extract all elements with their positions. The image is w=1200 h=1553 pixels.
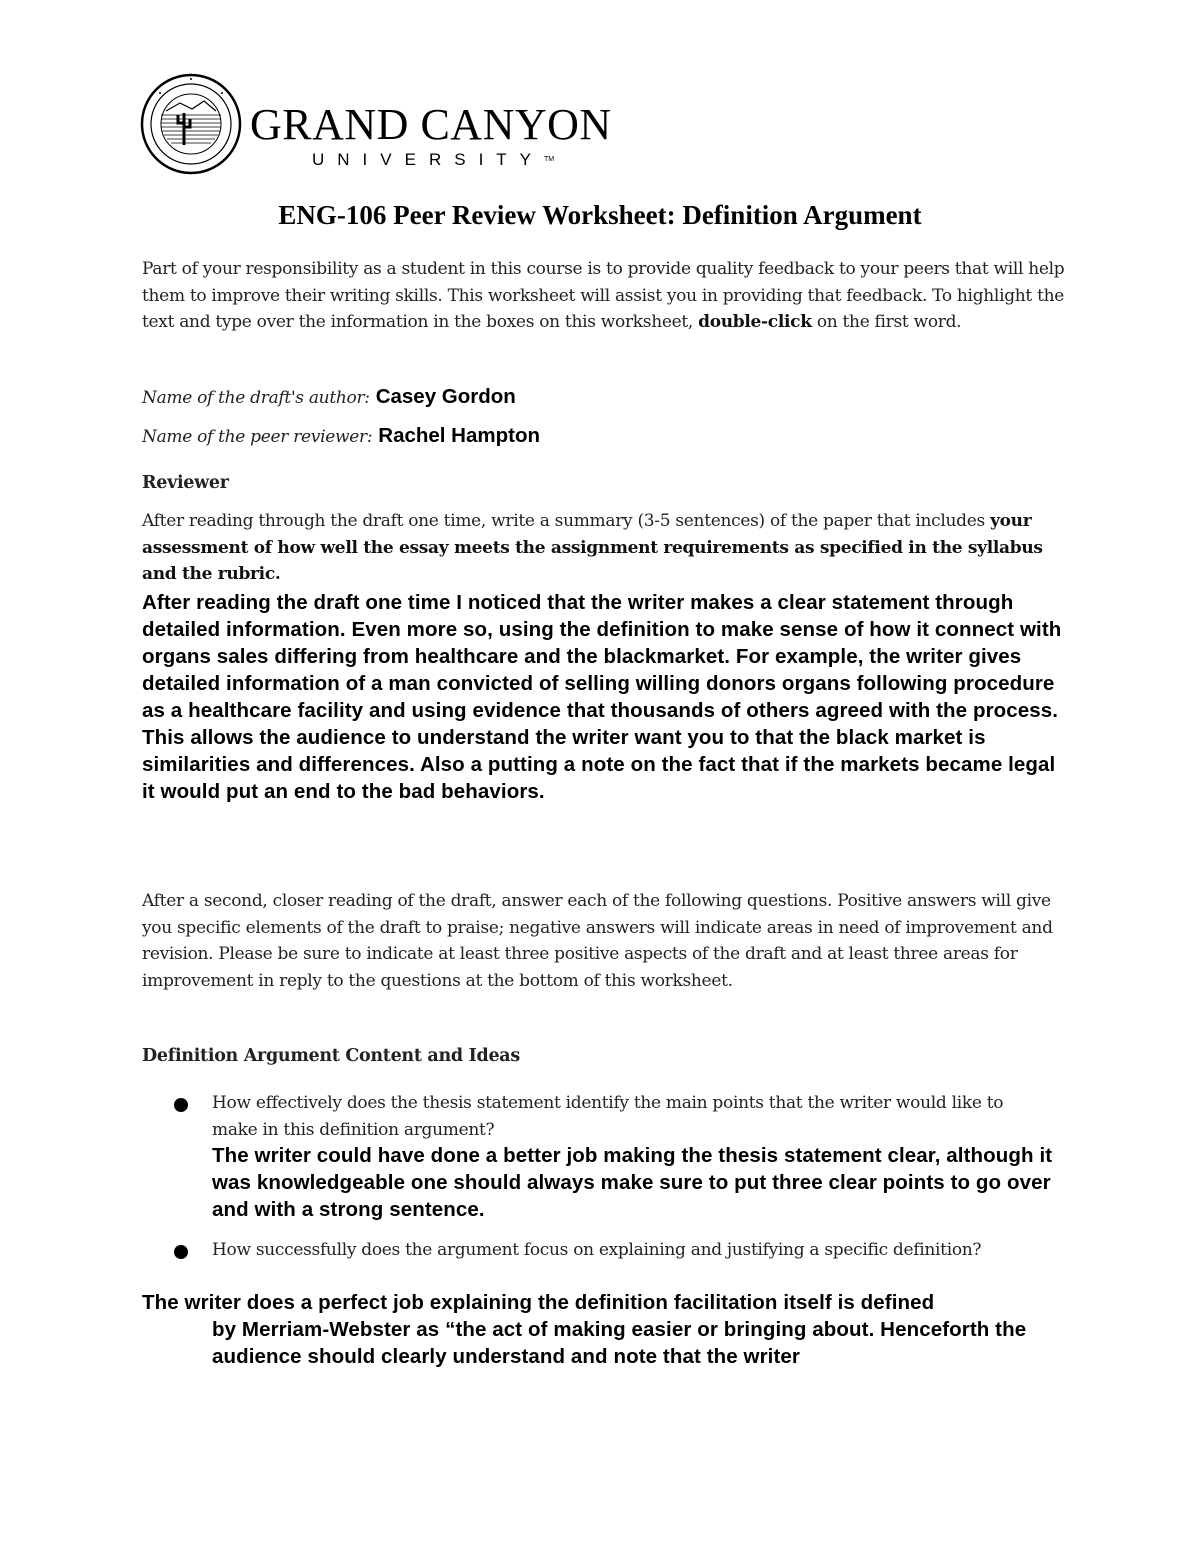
reviewer-prompt-bold: your assessment of how well the essay meets the assignment requirements as specified in the syllabus and the rubric. — [142, 511, 1043, 584]
reviewer-prompt — [142, 508, 1072, 588]
intro-paragraph — [142, 256, 1072, 336]
logo-tm: TM — [544, 156, 555, 163]
answer-2-line1[interactable]: The writer does a perfect job explaining the definition facilitation itself is defined — [142, 1291, 935, 1314]
logo-sub: UNIVERSITY — [312, 150, 545, 169]
question-1: How effectively does the thesis statement identify the main points that the writer would like to make in this definition argument? — [212, 1093, 1004, 1140]
bullet-icon — [174, 1245, 188, 1259]
answer-2-rest[interactable]: by Merriam-Webster as “the act of making easier or bringing about. Henceforth the audience should clearly understand and note that the writer — [212, 1318, 1027, 1368]
intro-end: on the first word. — [811, 312, 962, 332]
page-title: ENG-106 Peer Review Worksheet: Definition Argument — [278, 200, 922, 230]
author-label: Name of the draft's author: — [142, 388, 370, 408]
reviewer-value[interactable]: Rachel Hampton — [378, 424, 541, 447]
intro-bold: double-click — [698, 312, 812, 332]
second-reading-paragraph: After a second, closer reading of the draft, answer each of the following questions. Positive answers will give you specific elements of the draft to praise; negative answers will indicate areas in need of improvement and revision. Please be sure to indicate at least three positive aspects of the draft and at least three areas for improvement in reply to the questions at the bottom of this worksheet. — [142, 891, 1053, 991]
summary-answer[interactable]: After reading the draft one time I noticed that the writer makes a clear statement through detailed information. Even more so, using the definition to make sense of how it connect with organs sales differing from healthcare and the blackmarket. For example, the writer gives detailed information of a man convicted of selling willing donors organs following procedure as a healthcare facility and using evidence that thousands of others agreed with the process. This allows the audience to understand the writer want you to that the black market is similarities and differences. Also a putting a note on the fact that if the markets became legal it would put an end to the bad behaviors. — [142, 591, 1062, 803]
logo-name: GRAND CANYON — [250, 100, 612, 149]
answer-1[interactable]: The writer could have done a better job making the thesis statement clear, although it was knowledgeable one should always make sure to put three clear points to go over and with a strong sentence. — [212, 1144, 1053, 1221]
author-value[interactable]: Casey Gordon — [375, 385, 516, 408]
reviewer-prompt-text: After reading through the draft one time, write a summary (3-5 sentences) of the paper that includes — [142, 511, 991, 531]
reviewer-heading: Reviewer — [142, 473, 229, 493]
content-heading: Definition Argument Content and Ideas — [142, 1046, 520, 1066]
reviewer-field — [142, 421, 1072, 453]
reviewer-label: Name of the peer reviewer: — [142, 427, 373, 447]
university-seal-logo — [140, 73, 242, 175]
intro-text: Part of your responsibility as a student in this course is to provide quality feedback to your peers that will help them to improve their writing skills. This worksheet will assist you in providing that feedback. To highlight the text and type over the information in the boxes on this worksheet, — [142, 259, 1065, 332]
university-wordmark — [250, 100, 612, 170]
question-2: How successfully does the argument focus on explaining and justifying a specific definition? — [212, 1240, 982, 1260]
author-field — [142, 382, 1072, 414]
bullet-icon — [174, 1098, 188, 1112]
